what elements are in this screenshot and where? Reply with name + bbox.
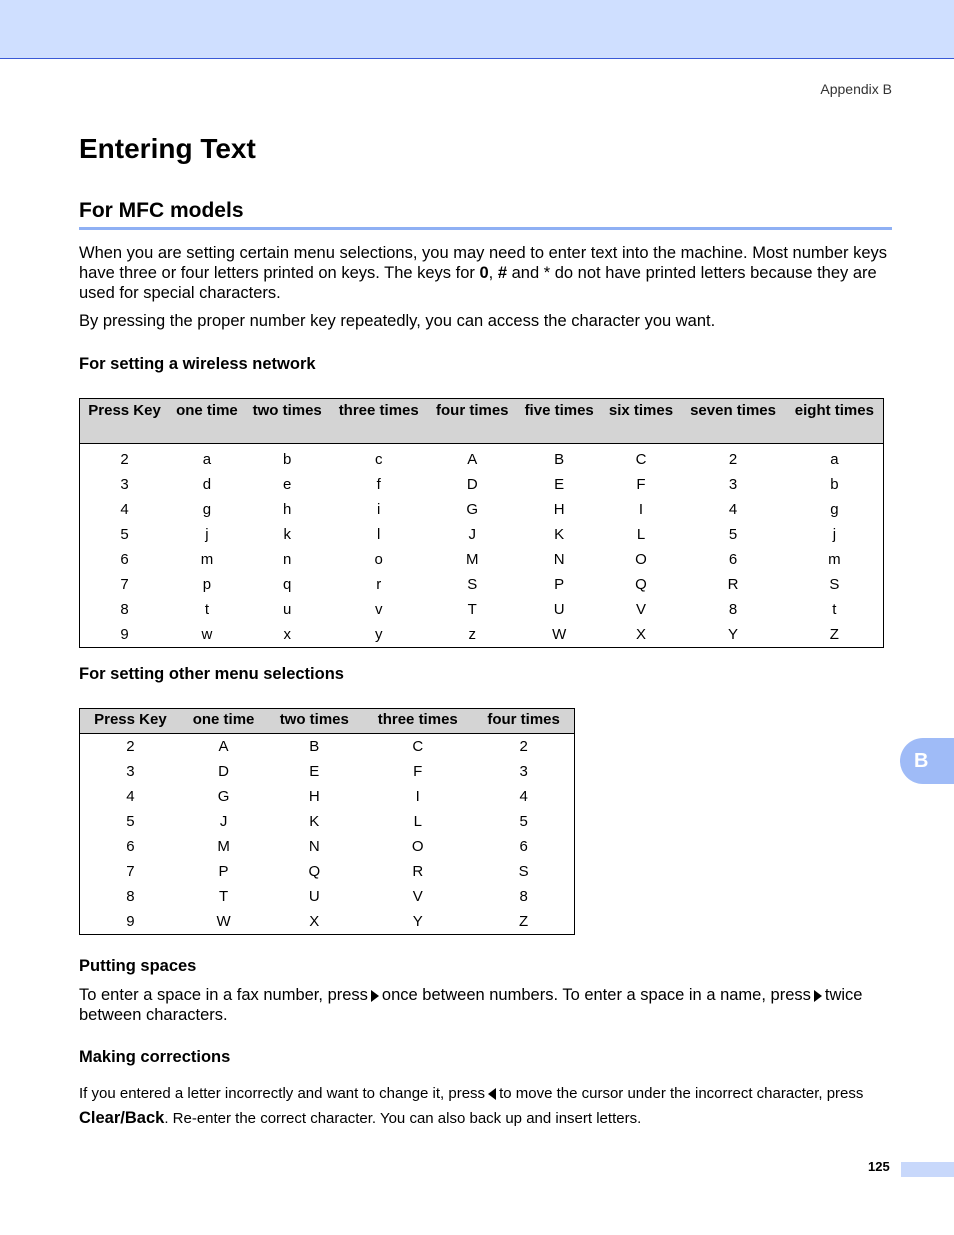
table-cell: 3: [519, 763, 528, 780]
table-cell: P: [218, 863, 229, 880]
table-cell: 5: [126, 813, 135, 830]
table-cell: 8: [728, 601, 738, 618]
table-row: [80, 572, 884, 597]
table-cell: I: [638, 501, 644, 518]
key-star: *: [543, 264, 551, 282]
table-cell: N: [308, 838, 320, 855]
table-cell: Z: [519, 913, 529, 930]
column-header: Press Key: [80, 709, 181, 734]
table-cell: 4: [126, 788, 135, 805]
key-0: 0: [479, 264, 489, 282]
table-cell: T: [467, 601, 477, 618]
intro-paragraph: When you are setting certain menu selections, you may need to enter text into the machine. Most number keys have three or four letters printed on keys. The keys for 0, # and * do not have printed letters because they are used for special characters.: [79, 244, 888, 302]
table-cell: Q: [308, 863, 321, 880]
table-cell: W: [216, 913, 231, 930]
table-cell: m: [200, 551, 214, 568]
table-cell: b: [830, 476, 839, 493]
top-band: [0, 0, 954, 59]
table-row: [80, 884, 575, 909]
table-cell: t: [832, 601, 837, 618]
column-header: five times: [517, 399, 602, 444]
table-cell: G: [466, 501, 479, 518]
key-hash: #: [497, 264, 508, 282]
wireless-heading: For setting a wireless network: [79, 355, 316, 373]
table-cell: 8: [120, 601, 129, 618]
table-cell: m: [828, 551, 841, 568]
table-cell: 6: [120, 551, 129, 568]
column-header: one time: [181, 709, 267, 734]
table-cell: F: [636, 476, 646, 493]
table-cell: 4: [728, 501, 738, 518]
table-cell: q: [283, 576, 292, 593]
table-cell: 3: [126, 763, 135, 780]
table-cell: g: [202, 501, 212, 518]
table-cell: B: [309, 738, 320, 755]
table-cell: 2: [519, 738, 528, 755]
column-header: one time: [169, 399, 245, 444]
table-cell: c: [374, 451, 383, 468]
table-cell: j: [832, 526, 837, 543]
table-cell: L: [636, 526, 646, 543]
table-cell: a: [202, 451, 212, 468]
wireless-key-table: [79, 398, 884, 648]
table-cell: 5: [728, 526, 738, 543]
table-row: [80, 444, 884, 473]
column-header: two times: [245, 399, 330, 444]
corrections-heading: Making corrections: [79, 1048, 231, 1066]
table-cell: d: [202, 476, 212, 493]
table-cell: D: [218, 763, 229, 780]
table-cell: H: [553, 501, 565, 518]
table-cell: A: [467, 451, 478, 468]
table-cell: 2: [728, 451, 738, 468]
spaces-heading: Putting spaces: [79, 957, 197, 975]
table-cell: 9: [120, 626, 129, 643]
table-cell: N: [553, 551, 565, 568]
clear-back-key: Clear/Back: [79, 1109, 165, 1127]
table-row: [80, 834, 575, 859]
running-header: Appendix B: [820, 81, 892, 97]
table-cell: H: [308, 788, 320, 805]
table-cell: Z: [829, 626, 839, 643]
table-cell: 3: [728, 476, 738, 493]
section-rule: [79, 227, 892, 230]
table-cell: h: [283, 501, 292, 518]
table-row: [80, 809, 575, 834]
table-cell: 6: [126, 838, 135, 855]
table-cell: S: [467, 576, 478, 593]
table-cell: j: [205, 526, 209, 543]
table-cell: C: [412, 738, 424, 755]
other-menu-heading: For setting other menu selections: [79, 665, 344, 683]
table-cell: V: [635, 601, 646, 618]
page-number: 125: [868, 1159, 890, 1174]
table-cell: e: [283, 476, 292, 493]
table-cell: p: [202, 576, 212, 593]
table-row: [80, 597, 884, 622]
column-header: three times: [330, 399, 428, 444]
column-header: three times: [362, 709, 473, 734]
table-cell: L: [413, 813, 422, 830]
table-cell: 8: [126, 888, 135, 905]
table-cell: E: [309, 763, 320, 780]
column-header: seven times: [680, 399, 785, 444]
table-row: [80, 909, 575, 935]
table-cell: G: [217, 788, 230, 805]
table-cell: y: [374, 626, 383, 643]
table-cell: M: [466, 551, 479, 568]
table-cell: J: [219, 813, 228, 830]
right-arrow-icon: [371, 990, 379, 1002]
column-header: six times: [602, 399, 681, 444]
table-cell: X: [635, 626, 646, 643]
table-cell: 9: [126, 913, 135, 930]
table-row: [80, 472, 884, 497]
table-cell: C: [635, 451, 647, 468]
column-header: four times: [473, 709, 574, 734]
table-cell: D: [466, 476, 478, 493]
table-cell: w: [201, 626, 213, 643]
table-cell: O: [635, 551, 647, 568]
table-cell: 2: [120, 451, 129, 468]
column-header: Press Key: [80, 399, 170, 444]
table-cell: a: [830, 451, 839, 468]
table-cell: g: [830, 501, 839, 518]
table-cell: U: [308, 888, 320, 905]
table-cell: W: [552, 626, 567, 643]
table-cell: E: [554, 476, 565, 493]
table-cell: f: [376, 476, 381, 493]
table-cell: S: [518, 863, 529, 880]
table-cell: 5: [519, 813, 528, 830]
table-cell: i: [377, 501, 381, 518]
table-cell: K: [309, 813, 320, 830]
table-cell: o: [374, 551, 383, 568]
table-cell: Y: [728, 626, 739, 643]
table-cell: 7: [120, 576, 129, 593]
corrections-paragraph: If you entered a letter incorrectly and want to change it, press to move the cursor under the incorrect character, press Clear/Back. Re-enter the correct character. You can also back up and insert letters.: [79, 1085, 864, 1127]
table-cell: P: [554, 576, 565, 593]
table-cell: Q: [635, 576, 647, 593]
table-cell: S: [829, 576, 840, 593]
table-cell: 5: [120, 526, 129, 543]
table-row: [80, 859, 575, 884]
table-cell: t: [204, 601, 210, 618]
table-cell: V: [412, 888, 423, 905]
column-header: four times: [428, 399, 517, 444]
table-row: [80, 522, 884, 547]
table-cell: n: [283, 551, 292, 568]
table-cell: R: [412, 863, 424, 880]
table-cell: F: [413, 763, 423, 780]
table-row: [80, 734, 575, 760]
table-cell: T: [218, 888, 229, 905]
table-cell: b: [283, 451, 292, 468]
left-arrow-icon: [488, 1088, 496, 1100]
page-title: Entering Text: [79, 133, 256, 164]
table-cell: 6: [519, 838, 528, 855]
table-row: [80, 622, 884, 648]
table-row: [80, 759, 575, 784]
table-cell: K: [554, 526, 565, 543]
table-cell: Y: [412, 913, 423, 930]
table-cell: O: [411, 838, 424, 855]
table-cell: 2: [126, 738, 135, 755]
table-cell: 7: [126, 863, 135, 880]
other-key-table: [79, 708, 575, 935]
table-row: [80, 784, 575, 809]
table-cell: u: [283, 601, 292, 618]
table-cell: B: [554, 451, 565, 468]
instruction-paragraph: By pressing the proper number key repeatedly, you can access the character you want.: [79, 312, 716, 330]
table-cell: 4: [519, 788, 528, 805]
table-cell: l: [377, 526, 381, 543]
page-number-bar: [901, 1162, 954, 1177]
table-cell: M: [217, 838, 230, 855]
spaces-paragraph: To enter a space in a fax number, press once between numbers. To enter a space in a name, press twice between characters.: [79, 986, 863, 1024]
appendix-tab: B: [900, 738, 954, 784]
section-title: For MFC models: [79, 199, 244, 222]
right-arrow-icon: [814, 990, 822, 1002]
table-cell: r: [376, 576, 382, 593]
table-cell: I: [415, 788, 420, 805]
table-cell: J: [468, 526, 477, 543]
table-cell: 8: [519, 888, 528, 905]
table-cell: A: [218, 738, 229, 755]
table-row: [80, 547, 884, 572]
table-cell: 6: [728, 551, 738, 568]
table-cell: R: [727, 576, 739, 593]
table-cell: X: [309, 913, 320, 930]
column-header: eight times: [786, 399, 884, 444]
table-cell: x: [283, 626, 291, 643]
table-cell: v: [374, 601, 383, 618]
table-row: [80, 497, 884, 522]
table-cell: k: [283, 526, 291, 543]
table-cell: 4: [120, 501, 129, 518]
column-header: two times: [266, 709, 362, 734]
table-cell: z: [468, 626, 477, 643]
table-cell: U: [553, 601, 565, 618]
table-cell: 3: [120, 476, 129, 493]
